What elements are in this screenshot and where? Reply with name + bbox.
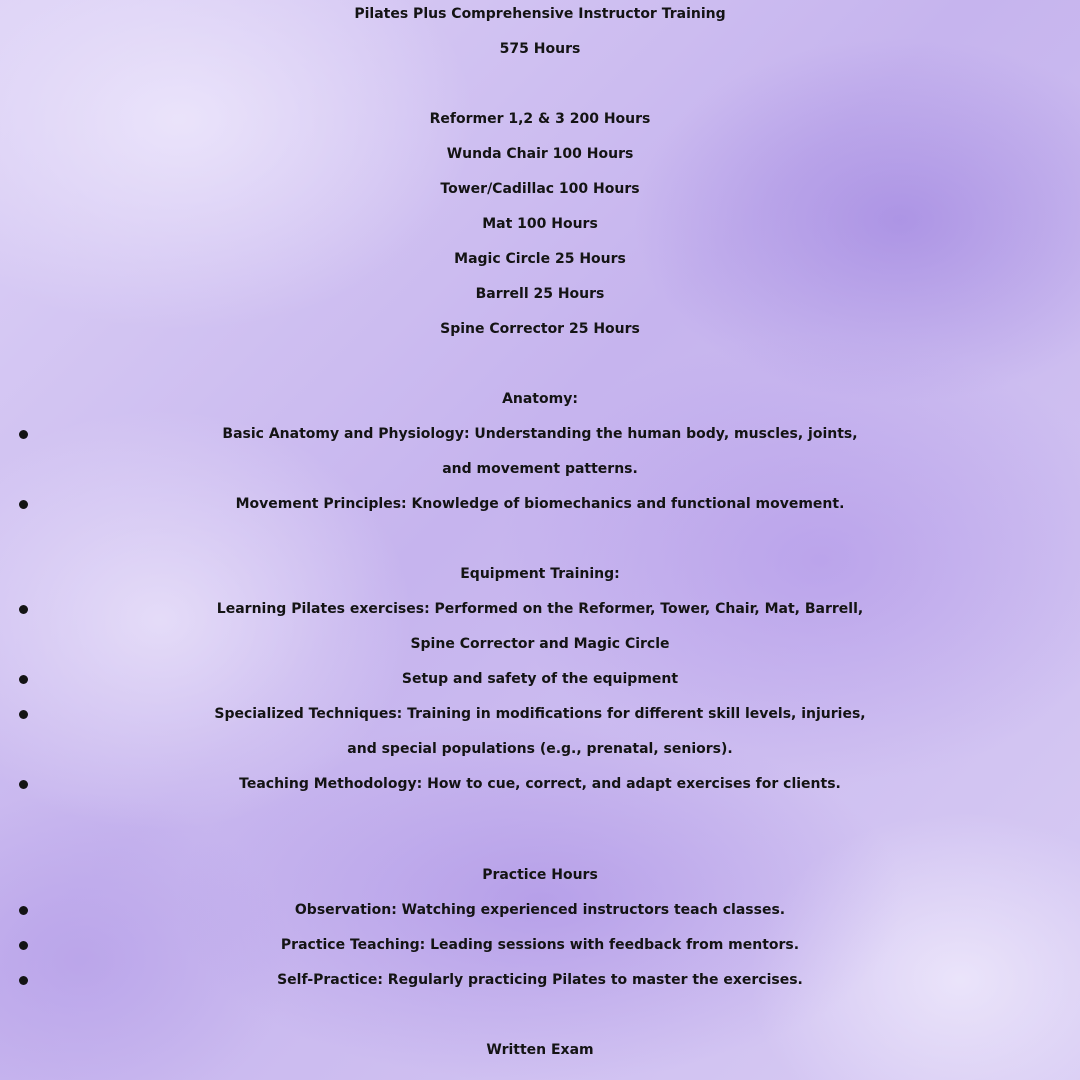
- equipment-item-3-line-1: Specialized Techniques: Training in modifications for different skill levels, injuries,: [214, 706, 866, 722]
- hours-item-wunda-chair: Wunda Chair 100 Hours: [446, 146, 634, 162]
- hours-item-barrell: Barrell 25 Hours: [475, 286, 605, 302]
- total-hours: 575 Hours: [499, 41, 581, 57]
- equipment-item-2: Setup and safety of the equipment: [401, 671, 679, 687]
- exam-heading: Written Exam: [486, 1042, 594, 1058]
- equipment-item-1-line-1: Learning Pilates exercises: Performed on the Reformer, Tower, Chair, Mat, Barrell,: [216, 601, 864, 617]
- equipment-item-4: Teaching Methodology: How to cue, correct, and adapt exercises for clients.: [239, 776, 841, 792]
- hours-item-reformer: Reformer 1,2 & 3 200 Hours: [429, 111, 651, 127]
- hours-item-spine-corrector: Spine Corrector 25 Hours: [440, 321, 640, 337]
- hours-item-mat: Mat 100 Hours: [482, 216, 598, 232]
- practice-item-2: Practice Teaching: Leading sessions with feedback from mentors.: [280, 937, 800, 953]
- anatomy-item-2: Movement Principles: Knowledge of biomechanics and functional movement.: [235, 496, 845, 512]
- equipment-item-3-line-2: and special populations (e.g., prenatal, seniors).: [347, 741, 733, 757]
- anatomy-item-1-line-1: Basic Anatomy and Physiology: Understanding the human body, muscles, joints,: [222, 426, 858, 442]
- equipment-item-1-line-2: Spine Corrector and Magic Circle: [410, 636, 670, 652]
- hours-item-magic-circle: Magic Circle 25 Hours: [454, 251, 626, 267]
- anatomy-item-1-line-2: and movement patterns.: [442, 461, 638, 477]
- hours-item-tower-cadillac: Tower/Cadillac 100 Hours: [440, 181, 640, 197]
- page-title: Pilates Plus Comprehensive Instructor Training: [354, 6, 726, 22]
- anatomy-heading: Anatomy:: [502, 391, 578, 407]
- practice-item-3: Self-Practice: Regularly practicing Pilates to master the exercises.: [277, 972, 803, 988]
- practice-heading: Practice Hours: [482, 867, 598, 883]
- equipment-heading: Equipment Training:: [460, 566, 620, 582]
- practice-item-1: Observation: Watching experienced instructors teach classes.: [294, 902, 786, 918]
